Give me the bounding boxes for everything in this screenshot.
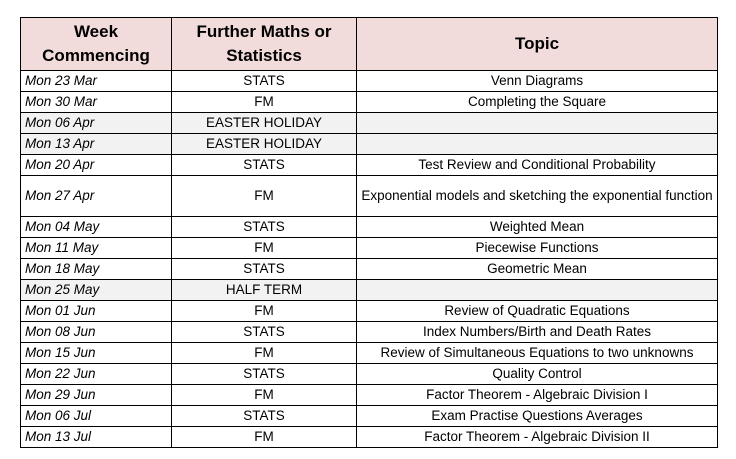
subject-cell: FM	[172, 343, 357, 364]
header-row	[21, 18, 718, 71]
subject-cell: STATS	[172, 217, 357, 238]
topic-cell: Venn Diagrams	[357, 71, 718, 92]
week-cell: Mon 29 Jun	[21, 385, 172, 406]
subject-cell: FM	[172, 176, 357, 217]
topic-cell: Review of Quadratic Equations	[357, 301, 718, 322]
subject-cell: FM	[172, 385, 357, 406]
topic-cell	[357, 134, 718, 155]
topic-cell: Geometric Mean	[357, 259, 718, 280]
table-row	[21, 406, 718, 427]
subject-cell: STATS	[172, 71, 357, 92]
topic-cell: Quality Control	[357, 364, 718, 385]
topic-cell: Test Review and Conditional Probability	[357, 155, 718, 176]
week-cell: Mon 23 Mar	[21, 71, 172, 92]
table-row	[21, 364, 718, 385]
week-cell: Mon 06 Apr	[21, 113, 172, 134]
subject-cell: HALF TERM	[172, 280, 357, 301]
week-cell: Mon 15 Jun	[21, 343, 172, 364]
topic-cell: Factor Theorem - Algebraic Division I	[357, 385, 718, 406]
subject-cell: STATS	[172, 406, 357, 427]
header-subject: Further Maths or Statistics	[172, 18, 357, 71]
week-cell: Mon 01 Jun	[21, 301, 172, 322]
subject-cell: EASTER HOLIDAY	[172, 113, 357, 134]
table-row	[21, 301, 718, 322]
week-cell: Mon 11 May	[21, 238, 172, 259]
week-cell: Mon 18 May	[21, 259, 172, 280]
schedule-body	[21, 71, 718, 448]
topic-cell: Completing the Square	[357, 92, 718, 113]
week-cell: Mon 27 Apr	[21, 176, 172, 217]
subject-cell: FM	[172, 427, 357, 448]
subject-cell: FM	[172, 301, 357, 322]
topic-cell: Exponential models and sketching the exponential function	[357, 176, 718, 217]
week-cell: Mon 06 Jul	[21, 406, 172, 427]
subject-cell: STATS	[172, 155, 357, 176]
week-cell: Mon 30 Mar	[21, 92, 172, 113]
subject-cell: FM	[172, 238, 357, 259]
topic-cell	[357, 113, 718, 134]
table-row	[21, 280, 718, 301]
subject-cell: STATS	[172, 322, 357, 343]
table-row	[21, 92, 718, 113]
table-row	[21, 259, 718, 280]
week-cell: Mon 13 Apr	[21, 134, 172, 155]
table-row	[21, 322, 718, 343]
table-row	[21, 113, 718, 134]
topic-cell: Weighted Mean	[357, 217, 718, 238]
subject-cell: EASTER HOLIDAY	[172, 134, 357, 155]
topic-cell	[357, 280, 718, 301]
week-cell: Mon 04 May	[21, 217, 172, 238]
table-row	[21, 134, 718, 155]
subject-cell: STATS	[172, 259, 357, 280]
table-row	[21, 71, 718, 92]
topic-cell: Factor Theorem - Algebraic Division II	[357, 427, 718, 448]
table-row	[21, 343, 718, 364]
header-topic: Topic	[357, 18, 718, 71]
week-cell: Mon 08 Jun	[21, 322, 172, 343]
subject-cell: STATS	[172, 364, 357, 385]
subject-cell: FM	[172, 92, 357, 113]
schedule-table	[20, 17, 718, 448]
table-row	[21, 176, 718, 217]
week-cell: Mon 13 Jul	[21, 427, 172, 448]
header-week: Week Commencing	[21, 18, 172, 71]
week-cell: Mon 25 May	[21, 280, 172, 301]
table-row	[21, 155, 718, 176]
table-row	[21, 427, 718, 448]
week-cell: Mon 22 Jun	[21, 364, 172, 385]
table-row	[21, 238, 718, 259]
table-row	[21, 385, 718, 406]
topic-cell: Exam Practise Questions Averages	[357, 406, 718, 427]
table-row	[21, 217, 718, 238]
topic-cell: Review of Simultaneous Equations to two unknowns	[357, 343, 718, 364]
week-cell: Mon 20 Apr	[21, 155, 172, 176]
topic-cell: Index Numbers/Birth and Death Rates	[357, 322, 718, 343]
topic-cell: Piecewise Functions	[357, 238, 718, 259]
